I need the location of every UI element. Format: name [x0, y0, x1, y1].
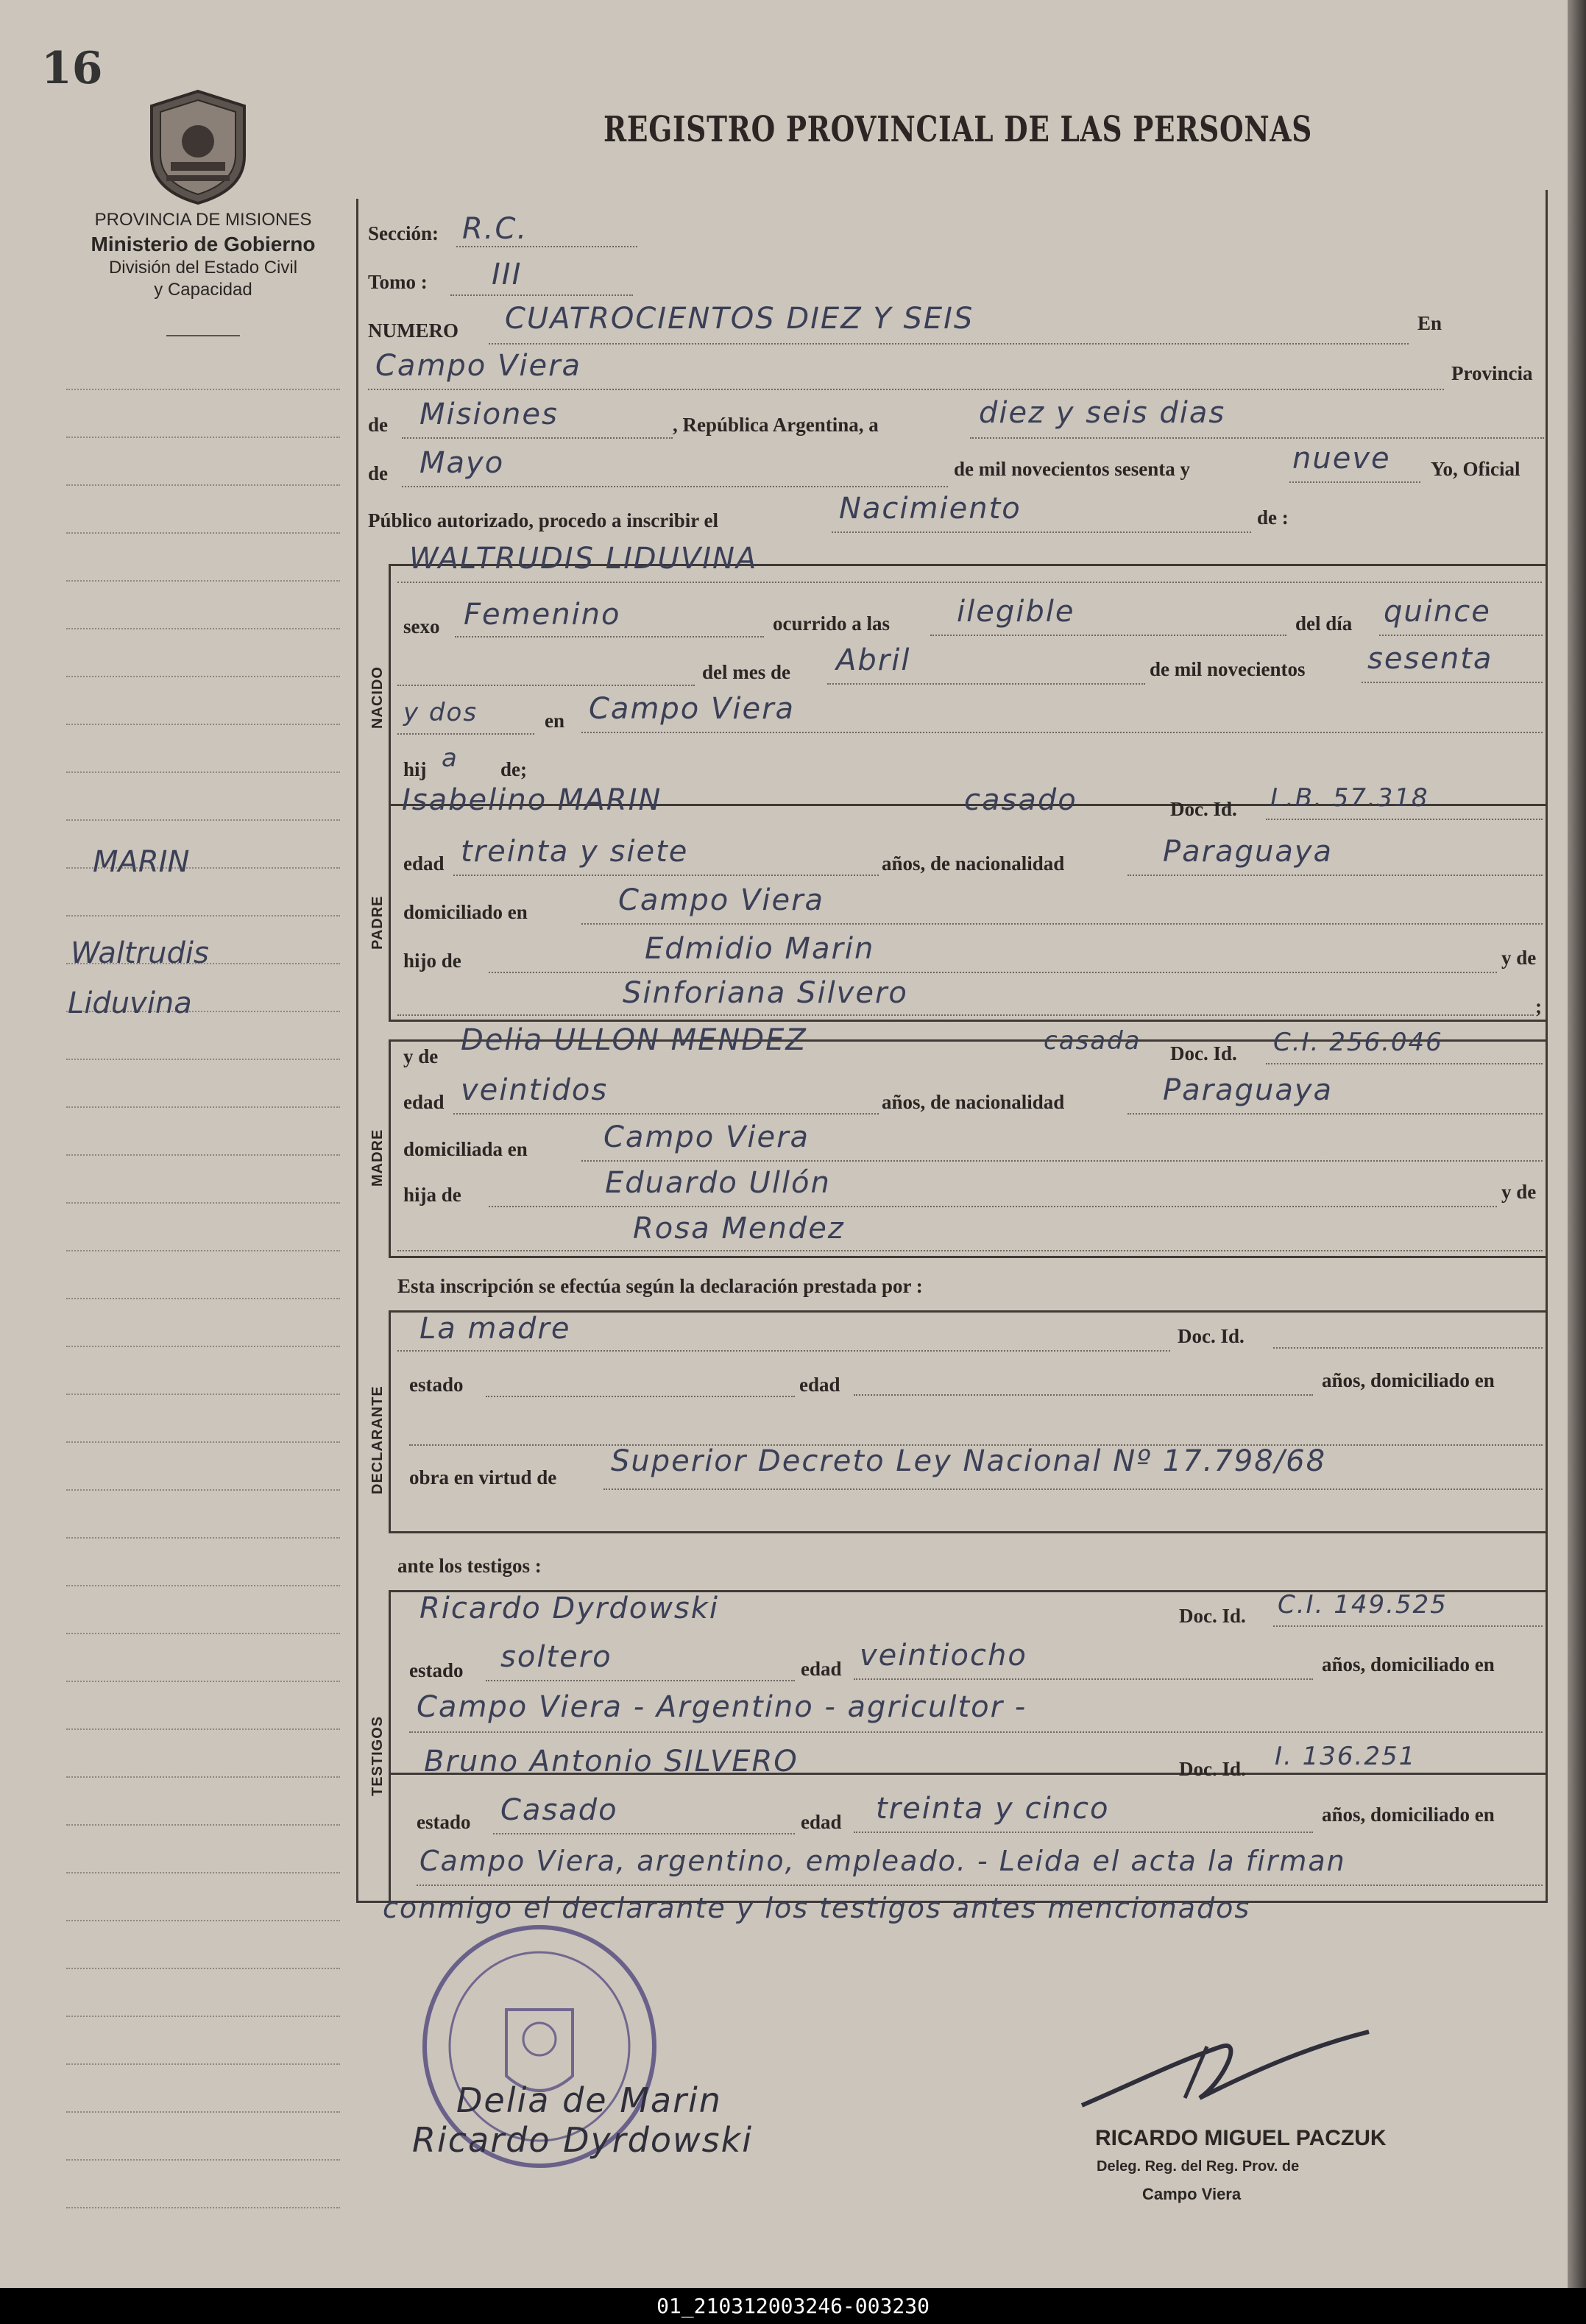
father-domicile: Campo Viera [618, 883, 825, 917]
year-value: nueve [1292, 442, 1391, 476]
witnesses-label: ante los testigos : [397, 1555, 542, 1577]
margin-rule-line [66, 2111, 340, 2114]
month-value: Mayo [419, 446, 505, 480]
mother-doc-label: Doc. Id. [1170, 1042, 1237, 1064]
father-parents-label: hijo de [403, 950, 461, 972]
declarant-domicile-label: años, domiciliado en [1322, 1369, 1495, 1391]
mother-edad-label: edad [403, 1091, 445, 1113]
blank-line-a [397, 685, 695, 688]
father-domicile-line [581, 923, 1543, 926]
section-label-nacido: NACIDO [369, 666, 386, 729]
date-days-value: diez y seis dias [979, 396, 1226, 430]
father-nationality-label: años, de nacionalidad [882, 852, 1065, 875]
witness2-age: treinta y cinco [876, 1792, 1110, 1826]
sexo-label: sexo [403, 615, 440, 637]
ocurrido-label: ocurrido a las [773, 612, 890, 635]
year-part1-value: sesenta [1367, 642, 1493, 676]
divider-padre-bottom [389, 1020, 1546, 1022]
child-name: WALTRUDIS LIDUVINA [409, 542, 758, 576]
declarant-line [397, 1350, 1170, 1353]
novecientos-label: de mil novecientos [1150, 658, 1306, 680]
sexo-value: Femenino [464, 598, 621, 632]
mother-mother: Rosa Mendez [633, 1212, 845, 1246]
numero-label: NUMERO [368, 319, 459, 342]
form-right-border [1546, 190, 1548, 1901]
margin-rule-line [66, 1250, 340, 1253]
declarant-doc-line [1273, 1347, 1543, 1350]
witness1-doc: C.I. 149.525 [1278, 1590, 1448, 1620]
year-part2-line [397, 733, 534, 736]
mes-value: Abril [836, 643, 911, 677]
declarant-doc-label: Doc. Id. [1178, 1325, 1245, 1347]
section-line-declarante [389, 1310, 391, 1531]
en-label: En [1417, 312, 1442, 334]
witness2-doc-label: Doc. Id. [1179, 1758, 1246, 1780]
witness1-estado-label: estado [409, 1659, 464, 1681]
tomo-line [450, 294, 633, 297]
division-name: División del Estado Civil [108, 258, 298, 278]
father-doc-line [1266, 819, 1543, 822]
mother-domicile-label: domiciliada en [403, 1138, 528, 1160]
margin-rule-line [66, 1920, 340, 1923]
witness1-doc-line [1273, 1625, 1543, 1628]
father-mother-line [397, 1014, 1534, 1017]
father-nationality-line [1127, 875, 1543, 877]
margin-note-surname: MARIN [93, 845, 190, 879]
father-father: Edmidio Marin [645, 932, 875, 966]
register-title: REGISTRO PROVINCIAL DE LAS PERSONAS [603, 109, 1313, 150]
witness-signature: Ricardo Dyrdowski [412, 2120, 754, 2160]
division-name-2: y Capacidad [154, 280, 252, 300]
year-part2-value: y dos [403, 698, 478, 727]
hij-value: a [442, 744, 459, 773]
margin-rule-line [66, 1106, 340, 1109]
margin-rule-line [66, 771, 340, 774]
margin-rule-line [66, 2063, 340, 2066]
father-doc: L.B. 57.318 [1270, 783, 1429, 813]
ministry-name: Ministerio de Gobierno [91, 233, 316, 255]
margin-rule-line [66, 1154, 340, 1157]
tomo-value: III [492, 258, 523, 292]
margin-rule-line [66, 1059, 340, 1062]
place-value: Campo Viera [375, 349, 582, 383]
year-line [1289, 481, 1420, 484]
witness1-domicile-label: años, domiciliado en [1322, 1653, 1495, 1675]
page-edge [1568, 0, 1586, 2288]
witness1-civil: soltero [500, 1640, 612, 1674]
mother-father-line [489, 1206, 1497, 1209]
margin-rule-line [66, 1394, 340, 1396]
witness2-estado-line [493, 1833, 795, 1836]
declarant-value: La madre [419, 1312, 571, 1346]
witness2-edad-label: edad [801, 1811, 842, 1833]
father-domicile-label: domiciliado en [403, 901, 528, 923]
numero-value: CUATROCIENTOS DIEZ Y SEIS [505, 302, 974, 336]
year-label: de mil novecientos sesenta y [954, 458, 1190, 480]
province-line [402, 437, 673, 440]
witness2-domicile-label: años, domiciliado en [1322, 1804, 1495, 1826]
margin-rule-line [66, 819, 340, 822]
en-label-birth: en [545, 710, 564, 732]
father-name: Isabelino MARIN [402, 783, 662, 817]
margin-rule-line [66, 1968, 340, 1971]
hour-line [930, 635, 1286, 637]
seccion-line [456, 246, 637, 249]
declarant-edad-line [854, 1394, 1313, 1397]
father-semicolon: ; [1535, 995, 1542, 1017]
section-label-declarante: DECLARANTE [369, 1385, 386, 1494]
official-name: RICARDO MIGUEL PACZUK [1095, 2126, 1387, 2150]
mother-name: Delia ULLON MENDEZ [461, 1023, 807, 1057]
witness1-estado-line [486, 1680, 795, 1683]
del-dia-label: del día [1295, 612, 1353, 635]
publico-label: Público autorizado, procedo a inscribir el [368, 509, 718, 531]
witness1-domicile-line [409, 1731, 1543, 1734]
witness2-estado-label: estado [417, 1811, 471, 1833]
numero-line [489, 343, 1409, 346]
margin-rule-line [66, 2159, 340, 2162]
divider-madre-bottom [389, 1256, 1546, 1258]
ministry-header [49, 209, 358, 301]
act-value: Nacimiento [839, 492, 1022, 526]
margin-rule-line [66, 437, 340, 439]
act-line [832, 531, 1251, 534]
margin-rule-line [66, 580, 340, 583]
republica-label: , República Argentina, a [673, 414, 879, 436]
margin-note-given-2: Liduvina [68, 986, 192, 1020]
witness2-civil: Casado [500, 1793, 618, 1827]
tomo-label: Tomo : [368, 271, 428, 293]
father-y-de-label: y de [1501, 947, 1537, 969]
father-edad-label: edad [403, 852, 445, 875]
mother-nationality: Paraguaya [1163, 1073, 1334, 1107]
declaration-label: Esta inscripción se efectúa según la declaración prestada por : [397, 1275, 923, 1297]
father-doc-label: Doc. Id. [1170, 798, 1237, 820]
province-name: PROVINCIA DE MISIONES [94, 210, 312, 230]
provincial-crest-icon [144, 88, 252, 206]
month-line [402, 486, 948, 489]
margin-rule-line [66, 2016, 340, 2019]
child-name-line [397, 582, 1542, 584]
date-days-line [970, 437, 1544, 440]
seccion-value: R.C. [462, 212, 528, 246]
witness2-doc: I. 136.251 [1275, 1742, 1417, 1771]
declarant-edad-label: edad [799, 1374, 840, 1396]
mother-parents-label: hija de [403, 1184, 461, 1206]
mother-age-line [453, 1113, 879, 1116]
day-line [1379, 635, 1543, 637]
oficial-label: Yo, Oficial [1431, 458, 1520, 480]
mother-father: Eduardo Ullón [605, 1166, 831, 1200]
official-title: Deleg. Reg. del Reg. Prov. de [1097, 2158, 1300, 2175]
province-value: Misiones [419, 398, 559, 431]
margin-rule-line [66, 676, 340, 679]
page-number: 16 [41, 43, 103, 94]
mother-nationality-line [1127, 1113, 1543, 1116]
mother-doc: C.I. 256.046 [1273, 1028, 1443, 1057]
provincia-label: Provincia [1451, 362, 1533, 384]
seccion-label: Sección: [368, 222, 439, 244]
section-label-padre: PADRE [369, 895, 386, 950]
father-civil-status: casado [964, 783, 1077, 817]
section-line-madre [389, 1039, 391, 1256]
de-label-month: de [368, 462, 388, 484]
obra-value: Superior Decreto Ley Nacional Nº 17.798/68 [611, 1444, 1327, 1478]
mother-domicile-line [581, 1160, 1543, 1163]
margin-rule-line [66, 1633, 340, 1636]
witness1-domicile: Campo Viera - Argentino - agricultor - [417, 1690, 1027, 1724]
margin-rule-line [66, 389, 340, 392]
father-nationality: Paraguaya [1163, 835, 1334, 869]
margin-rule-line [66, 1681, 340, 1684]
image-caption: 01_210312003246-003230 [0, 2288, 1586, 2324]
mother-y-de-label: y de [1501, 1181, 1537, 1203]
de-colon-label: de : [1257, 506, 1289, 529]
closing-line: conmigo el declarante y los testigos antes mencionados [383, 1892, 1251, 1924]
margin-rule-line [66, 1537, 340, 1540]
father-age-line [453, 875, 879, 877]
section-line-nacido-padre [389, 564, 391, 1020]
witness2-name: Bruno Antonio SILVERO [424, 1745, 799, 1779]
official-place: Campo Viera [1142, 2185, 1242, 2203]
witness1-doc-label: Doc. Id. [1179, 1605, 1246, 1627]
mother-mother-line [397, 1250, 1543, 1253]
margin-rule-line [66, 1441, 340, 1444]
year-part1-line [1362, 682, 1543, 685]
divider-declarante-bottom [389, 1531, 1546, 1533]
margin-rule-line [66, 1202, 340, 1205]
margin-rule-line [66, 484, 340, 487]
de-label-province: de [368, 414, 388, 436]
section-line-testigos [389, 1590, 391, 1901]
margin-rule-line [66, 1728, 340, 1731]
declarant-signature: Delia de Marin [456, 2080, 722, 2120]
margin-rule-line [66, 532, 340, 535]
mother-domicile: Campo Viera [603, 1120, 810, 1154]
mother-doc-line [1266, 1063, 1543, 1066]
declarant-estado-label: estado [409, 1374, 464, 1396]
mother-age: veintidos [461, 1073, 609, 1107]
hij-label: hij [403, 758, 427, 780]
father-mother: Sinforiana Silvero [623, 976, 908, 1010]
margin-rule-line [66, 1872, 340, 1875]
father-father-line [489, 972, 1497, 975]
witness2-domicile: Campo Viera, argentino, empleado. - Leida el acta la firman [419, 1845, 1346, 1877]
birth-place-line [581, 732, 1543, 735]
witness1-age: veintiocho [860, 1639, 1027, 1673]
de-semicolon-label: de; [500, 758, 527, 780]
margin-rule-line [66, 2207, 340, 2210]
margin-rule-line [66, 724, 340, 727]
mother-civil-status: casada [1044, 1026, 1141, 1056]
mother-nationality-label: años, de nacionalidad [882, 1091, 1065, 1113]
margin-rule-line [66, 628, 340, 631]
mes-label: del mes de [702, 661, 790, 683]
margin-rule-line [66, 1585, 340, 1588]
margin-rule-line [66, 1298, 340, 1301]
place-line [368, 389, 1444, 392]
section-label-testigos: TESTIGOS [369, 1715, 386, 1796]
witness2-edad-line [854, 1832, 1313, 1834]
witness1-edad-label: edad [801, 1658, 842, 1680]
margin-rule-line [66, 1489, 340, 1492]
hour-value: ilegible [957, 595, 1075, 629]
day-value: quince [1384, 595, 1491, 629]
mother-y-de-label: y de [403, 1045, 439, 1067]
section-label-madre: MADRE [369, 1129, 386, 1187]
obra-line [603, 1488, 1543, 1491]
margin-rule-line [66, 1346, 340, 1349]
father-age: treinta y siete [461, 835, 689, 869]
witness1-edad-line [854, 1678, 1313, 1681]
declarant-estado-line [486, 1396, 795, 1399]
mes-line [827, 683, 1145, 686]
witness1-name: Ricardo Dyrdowski [419, 1592, 720, 1625]
margin-rule-line [66, 1776, 340, 1779]
official-signature-icon [1075, 2017, 1384, 2120]
birth-place-value: Campo Viera [589, 692, 796, 726]
form-left-border [356, 199, 358, 1901]
sexo-line [455, 636, 764, 639]
witness2-domicile-line [417, 1885, 1543, 1887]
margin-note-given-1: Waltrudis [71, 936, 209, 970]
margin-rule-line [66, 915, 340, 918]
obra-label: obra en virtud de [409, 1466, 557, 1488]
margin-rule-line [66, 1824, 340, 1827]
ministry-divider [166, 335, 240, 336]
